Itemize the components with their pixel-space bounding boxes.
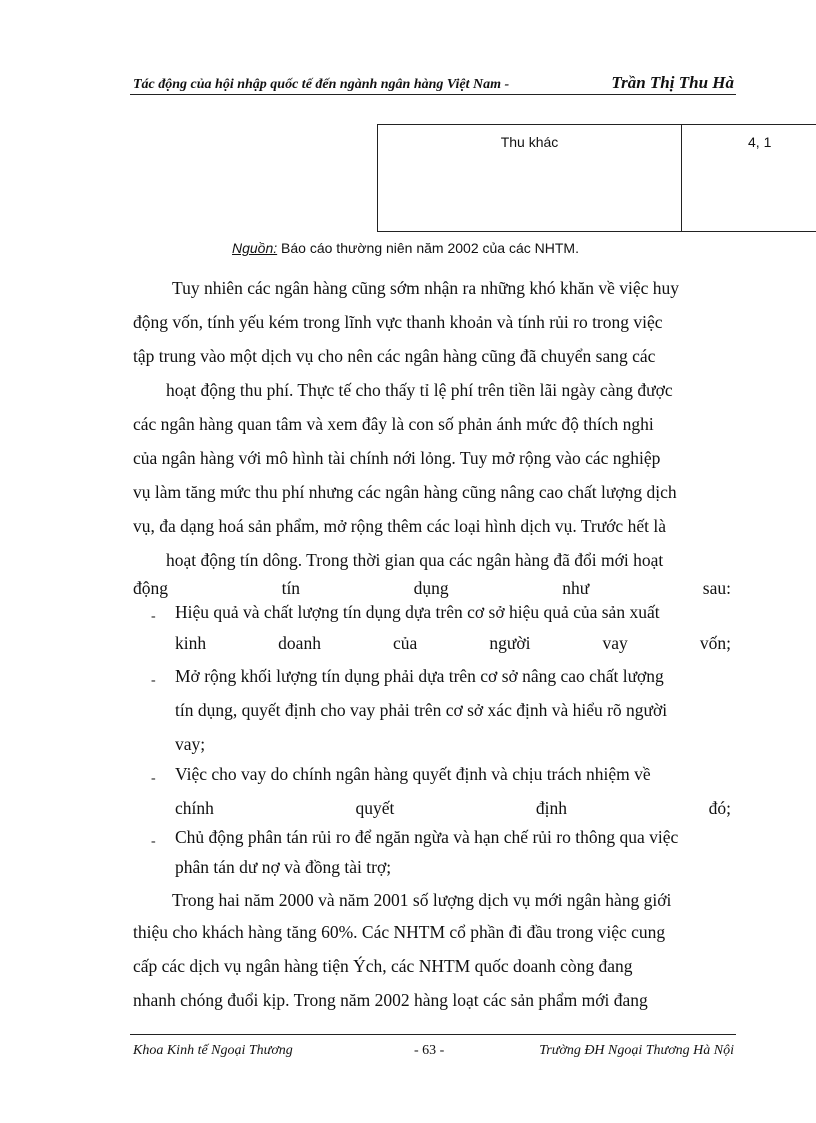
paragraph-line: hoạt động tín dông. Trong thời gian qua các ngân hàng đã đổi mới hoạt bbox=[166, 550, 664, 570]
paragraph-line: vụ, đa dạng hoá sản phẩm, mở rộng thêm các loại hình dịch vụ. Trước hết là bbox=[133, 516, 666, 536]
source-text: Báo cáo thường niên năm 2002 của các NHTM. bbox=[277, 240, 579, 256]
bullet-line: Chủ động phân tán rủi ro để ngăn ngừa và hạn chế rủi ro thông qua việc bbox=[175, 827, 679, 847]
source-label: Nguồn: bbox=[232, 240, 278, 256]
header-divider bbox=[130, 94, 736, 95]
bullet-line: phân tán dư nợ và đồng tài trợ; bbox=[175, 857, 392, 877]
bullet-marker: - bbox=[151, 609, 156, 624]
word: động bbox=[133, 578, 168, 598]
word: vốn; bbox=[699, 633, 731, 653]
footer-left: Khoa Kinh tế Ngoại Thương bbox=[133, 1043, 293, 1058]
word: dụng bbox=[413, 578, 449, 598]
word: như bbox=[562, 578, 590, 598]
bullet-line: Mở rộng khối lượng tín dụng phải dựa trên cơ sở nâng cao chất lượng bbox=[175, 666, 664, 686]
paragraph-line: Tuy nhiên các ngân hàng cũng sớm nhận ra những khó khăn về việc huy bbox=[172, 278, 680, 298]
data-table bbox=[377, 124, 816, 232]
paragraph-line-spread bbox=[133, 577, 731, 599]
bullet-line: Việc cho vay do chính ngân hàng quyết định và chịu trách nhiệm về bbox=[175, 764, 651, 784]
word: định bbox=[535, 798, 568, 818]
word: sau: bbox=[702, 578, 731, 598]
paragraph-line: cấp các dịch vụ ngân hàng tiện Ých, các NHTM quốc doanh còng đang bbox=[133, 956, 633, 976]
bullet-marker: - bbox=[151, 673, 156, 688]
paragraph-line: các ngân hàng quan tâm và xem đây là con số phản ánh mức độ thích nghi bbox=[133, 414, 654, 434]
page-number: - 63 - bbox=[414, 1043, 445, 1058]
footer-right: Trường ĐH Ngoại Thương Hà Nội bbox=[539, 1043, 734, 1058]
word: tín bbox=[281, 578, 301, 598]
table-column-divider bbox=[681, 125, 682, 231]
bullet-marker: - bbox=[151, 834, 156, 849]
word: chính bbox=[175, 798, 214, 818]
footer-divider bbox=[130, 1034, 736, 1035]
word: doanh bbox=[278, 633, 321, 653]
bullet-marker: - bbox=[151, 771, 156, 786]
word: vay bbox=[602, 633, 628, 653]
bullet-line: tín dụng, quyết định cho vay phải trên cơ sở xác định và hiểu rõ người bbox=[175, 700, 668, 720]
bullet-line: vay; bbox=[175, 734, 206, 754]
word: người bbox=[489, 633, 531, 653]
paragraph-line: của ngân hàng với mô hình tài chính nới lỏng. Tuy mở rộng vào các nghiệp bbox=[133, 448, 661, 468]
paragraph-line: nhanh chóng đuổi kịp. Trong năm 2002 hàng loạt các sản phẩm mới đang bbox=[133, 990, 648, 1010]
bullet-line: Hiệu quả và chất lượng tín dụng dựa trên cơ sở hiệu quả của sản xuất bbox=[175, 602, 660, 622]
header-author: Trần Thị Thu Hà bbox=[611, 73, 734, 92]
paragraph-line: vụ làm tăng mức thu phí nhưng các ngân hàng cũng nâng cao chất lượng dịch bbox=[133, 482, 677, 502]
word: quyết bbox=[355, 798, 395, 818]
table-source bbox=[232, 240, 579, 256]
word: đó; bbox=[708, 798, 731, 818]
bullet-line-spread bbox=[175, 632, 731, 654]
header-title: Tác động của hội nhập quốc tế đến ngành ngân hàng Việt Nam - bbox=[133, 77, 510, 92]
paragraph-line: thiệu cho khách hàng tăng 60%. Các NHTM cổ phần đi đầu trong việc cung bbox=[133, 922, 666, 942]
paragraph-line: động vốn, tính yếu kém trong lĩnh vực thanh khoản và tính rủi ro trong việc bbox=[133, 312, 663, 332]
bullet-line-spread bbox=[175, 797, 731, 819]
word: kinh bbox=[175, 633, 207, 653]
table-cell-label: Thu khác bbox=[500, 134, 559, 150]
paragraph-line: hoạt động thu phí. Thực tế cho thấy tỉ lệ phí trên tiền lãi ngày càng được bbox=[166, 380, 673, 400]
paragraph-line: Trong hai năm 2000 và năm 2001 số lượng dịch vụ mới ngân hàng giới bbox=[172, 890, 672, 910]
paragraph-line: tập trung vào một dịch vụ cho nên các ngân hàng cũng đã chuyển sang các bbox=[133, 346, 656, 366]
word: của bbox=[393, 633, 418, 653]
table-cell-value: 4, 1 bbox=[748, 134, 772, 150]
